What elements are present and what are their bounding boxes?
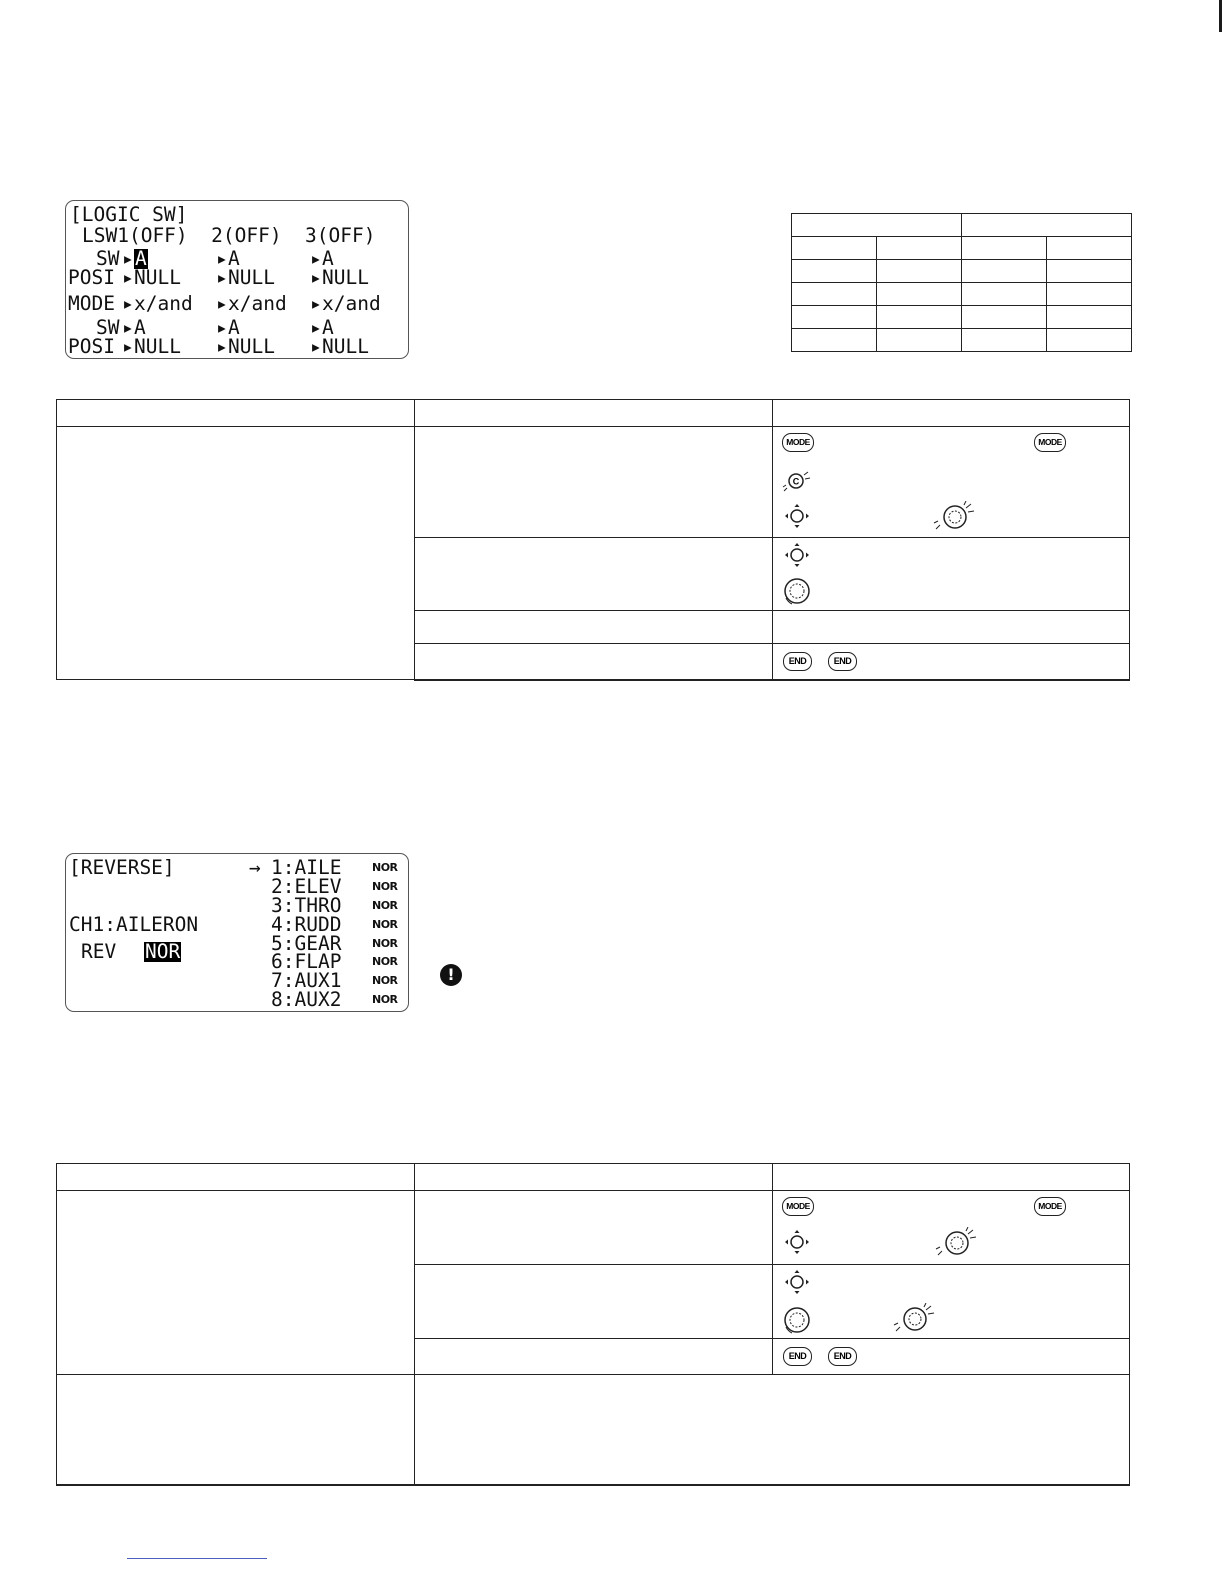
screen-title: [REVERSE] — [69, 856, 175, 879]
channel-item[interactable]: 3:THRO — [271, 894, 342, 917]
channel-state: NOR — [372, 993, 398, 1006]
cursor-pad-icon — [784, 542, 810, 568]
table-row — [57, 427, 1130, 538]
step-cell — [415, 644, 773, 680]
arrow-icon: ▸ — [310, 316, 322, 339]
channel-state: NOR — [372, 974, 398, 987]
arrow-icon: ▸ — [216, 266, 228, 289]
channel-item[interactable]: 6:FLAP — [271, 950, 342, 973]
mode-label: MODE — [68, 292, 115, 315]
channel-item[interactable]: 4:RUDD — [271, 913, 342, 936]
channel-state: NOR — [372, 937, 398, 950]
posi1-label: POSI — [68, 266, 115, 289]
arrow-icon: ▸ — [122, 316, 134, 339]
grid-cell — [792, 214, 962, 237]
step-cell — [415, 538, 773, 611]
channel-state: NOR — [372, 899, 398, 912]
arrow-icon: ▸ — [310, 266, 322, 289]
header-cell — [773, 1164, 1130, 1191]
arrow-icon: ▸ — [122, 266, 134, 289]
arrow-icon: ▸ — [310, 335, 322, 358]
action-cell — [773, 1265, 1130, 1339]
screen-title: [LOGIC SW] — [70, 203, 188, 226]
grid-cell — [962, 306, 1047, 329]
grid-cell — [962, 214, 1132, 237]
dial-icon — [782, 1305, 812, 1335]
step-cell — [415, 1191, 773, 1265]
sw2-value[interactable]: A — [322, 316, 334, 339]
grid-cell — [877, 237, 962, 260]
grid-cell — [962, 260, 1047, 283]
channel-item[interactable]: 7:AUX1 — [271, 969, 342, 992]
grid-row — [792, 283, 1132, 306]
rev-label: REV — [81, 940, 117, 963]
header-cell — [773, 400, 1130, 427]
action-cell — [773, 427, 1130, 538]
step-cell — [415, 1339, 773, 1375]
sw2-value[interactable]: A — [228, 316, 240, 339]
grid-row — [792, 306, 1132, 329]
posi2-value[interactable]: NULL — [322, 335, 369, 358]
channel-state: NOR — [372, 861, 398, 874]
channel-state: NOR — [372, 880, 398, 893]
grid-cell — [962, 237, 1047, 260]
grid-row — [792, 237, 1132, 260]
channel-state: NOR — [372, 955, 398, 968]
mode-key-icon: MODE — [1034, 1197, 1066, 1216]
mode-key-icon: MODE — [782, 433, 814, 452]
grid-cell — [1047, 329, 1132, 352]
mode-value[interactable]: x/and — [228, 292, 287, 315]
posi1-value[interactable]: NULL — [228, 266, 275, 289]
channel-item[interactable]: 1:AILE — [271, 856, 342, 879]
grid-cell — [792, 260, 877, 283]
grid-row — [792, 329, 1132, 352]
page-edge-mark — [1219, 0, 1222, 32]
selected-channel-name: CH1:AILERON — [69, 913, 199, 936]
arrow-icon: ▸ — [216, 316, 228, 339]
grid-cell — [1047, 260, 1132, 283]
goal-cell — [57, 1191, 415, 1375]
header-cell — [415, 400, 773, 427]
c-button-letter: C — [792, 476, 800, 487]
mode-key-icon: MODE — [782, 1197, 814, 1216]
header-cell — [57, 400, 415, 427]
table-header-row — [57, 1164, 1130, 1191]
grid-cell — [1047, 237, 1132, 260]
step-cell — [415, 427, 773, 538]
action-cell — [773, 1191, 1130, 1265]
grid-cell — [792, 237, 877, 260]
arrow-icon: ▸ — [122, 247, 134, 270]
grid-cell — [1047, 306, 1132, 329]
end-key-icon: END — [783, 1347, 812, 1366]
channel-item[interactable]: 8:AUX2 — [271, 988, 342, 1011]
note-cell — [415, 1375, 1130, 1485]
action-cell — [773, 611, 1130, 644]
caution-icon: ! — [440, 964, 462, 986]
posi1-value[interactable]: NULL — [322, 266, 369, 289]
sw2-value[interactable]: A — [134, 316, 146, 339]
footer-link-underline — [127, 1558, 267, 1559]
action-cell — [773, 538, 1130, 611]
posi2-value[interactable]: NULL — [228, 335, 275, 358]
arrow-icon: ▸ — [122, 335, 134, 358]
sw1-label: SW — [96, 247, 120, 270]
posi2-label: POSI — [68, 335, 115, 358]
table-row — [57, 1191, 1130, 1265]
grid-cell — [962, 329, 1047, 352]
dial-icon — [782, 576, 812, 606]
sw1-col3[interactable]: A — [322, 247, 334, 270]
grid-cell — [877, 329, 962, 352]
dial-press-icon — [933, 501, 977, 531]
goal-cell — [57, 427, 415, 680]
cursor-pad-icon — [784, 1269, 810, 1295]
switch-logic-grid — [791, 213, 1132, 352]
grid-row — [792, 260, 1132, 283]
grid-cell — [792, 283, 877, 306]
arrow-icon: ▸ — [310, 292, 322, 315]
channel-item[interactable]: 2:ELEV — [271, 875, 342, 898]
mode-value[interactable]: x/and — [134, 292, 193, 315]
grid-cell — [877, 283, 962, 306]
sw1-col2[interactable]: A — [228, 247, 240, 270]
goal-cell — [57, 1375, 415, 1485]
header-cell — [57, 1164, 415, 1191]
grid-header-row — [792, 214, 1132, 237]
cursor-pad-icon — [784, 503, 810, 529]
logic-sw-procedure-table — [56, 399, 1130, 681]
end-key-icon: END — [828, 1347, 857, 1366]
channel-item[interactable]: 5:GEAR — [271, 932, 342, 955]
arrow-icon: ▸ — [216, 247, 228, 270]
arrow-icon: ▸ — [216, 335, 228, 358]
arrow-icon: ▸ — [310, 247, 322, 270]
table-row — [57, 1375, 1130, 1485]
dial-press-icon — [893, 1303, 937, 1333]
channel-state: NOR — [372, 918, 398, 931]
header-cell — [415, 1164, 773, 1191]
rev-value[interactable]: NOR — [145, 940, 181, 963]
arrow-icon: ▸ — [122, 292, 134, 315]
action-cell — [773, 644, 1130, 680]
reverse-procedure-table — [56, 1163, 1130, 1486]
grid-cell — [792, 306, 877, 329]
posi2-value[interactable]: NULL — [134, 335, 181, 358]
grid-cell — [792, 329, 877, 352]
end-key-icon: END — [828, 652, 857, 671]
mode-value[interactable]: x/and — [322, 292, 381, 315]
action-cell — [773, 1339, 1130, 1375]
channel-cursor-icon: → — [249, 856, 261, 879]
grid-cell — [877, 260, 962, 283]
c-button-icon — [782, 469, 812, 493]
sw1-value-selected[interactable]: A — [135, 247, 147, 270]
sw2-label: SW — [96, 316, 120, 339]
grid-cell — [877, 306, 962, 329]
mode-key-icon: MODE — [1034, 433, 1066, 452]
table-header-row — [57, 400, 1130, 427]
step-cell — [415, 611, 773, 644]
logic-sw-screen — [65, 200, 409, 359]
dial-press-icon — [935, 1227, 979, 1257]
arrow-icon: ▸ — [216, 292, 228, 315]
cursor-pad-icon — [784, 1229, 810, 1255]
reverse-screen — [65, 853, 409, 1012]
step-cell — [415, 1265, 773, 1339]
grid-cell — [962, 283, 1047, 306]
end-key-icon: END — [783, 652, 812, 671]
posi1-value[interactable]: NULL — [134, 266, 181, 289]
grid-cell — [1047, 283, 1132, 306]
lsw-header-row: LSW1(OFF) 2(OFF) 3(OFF) — [82, 224, 376, 247]
